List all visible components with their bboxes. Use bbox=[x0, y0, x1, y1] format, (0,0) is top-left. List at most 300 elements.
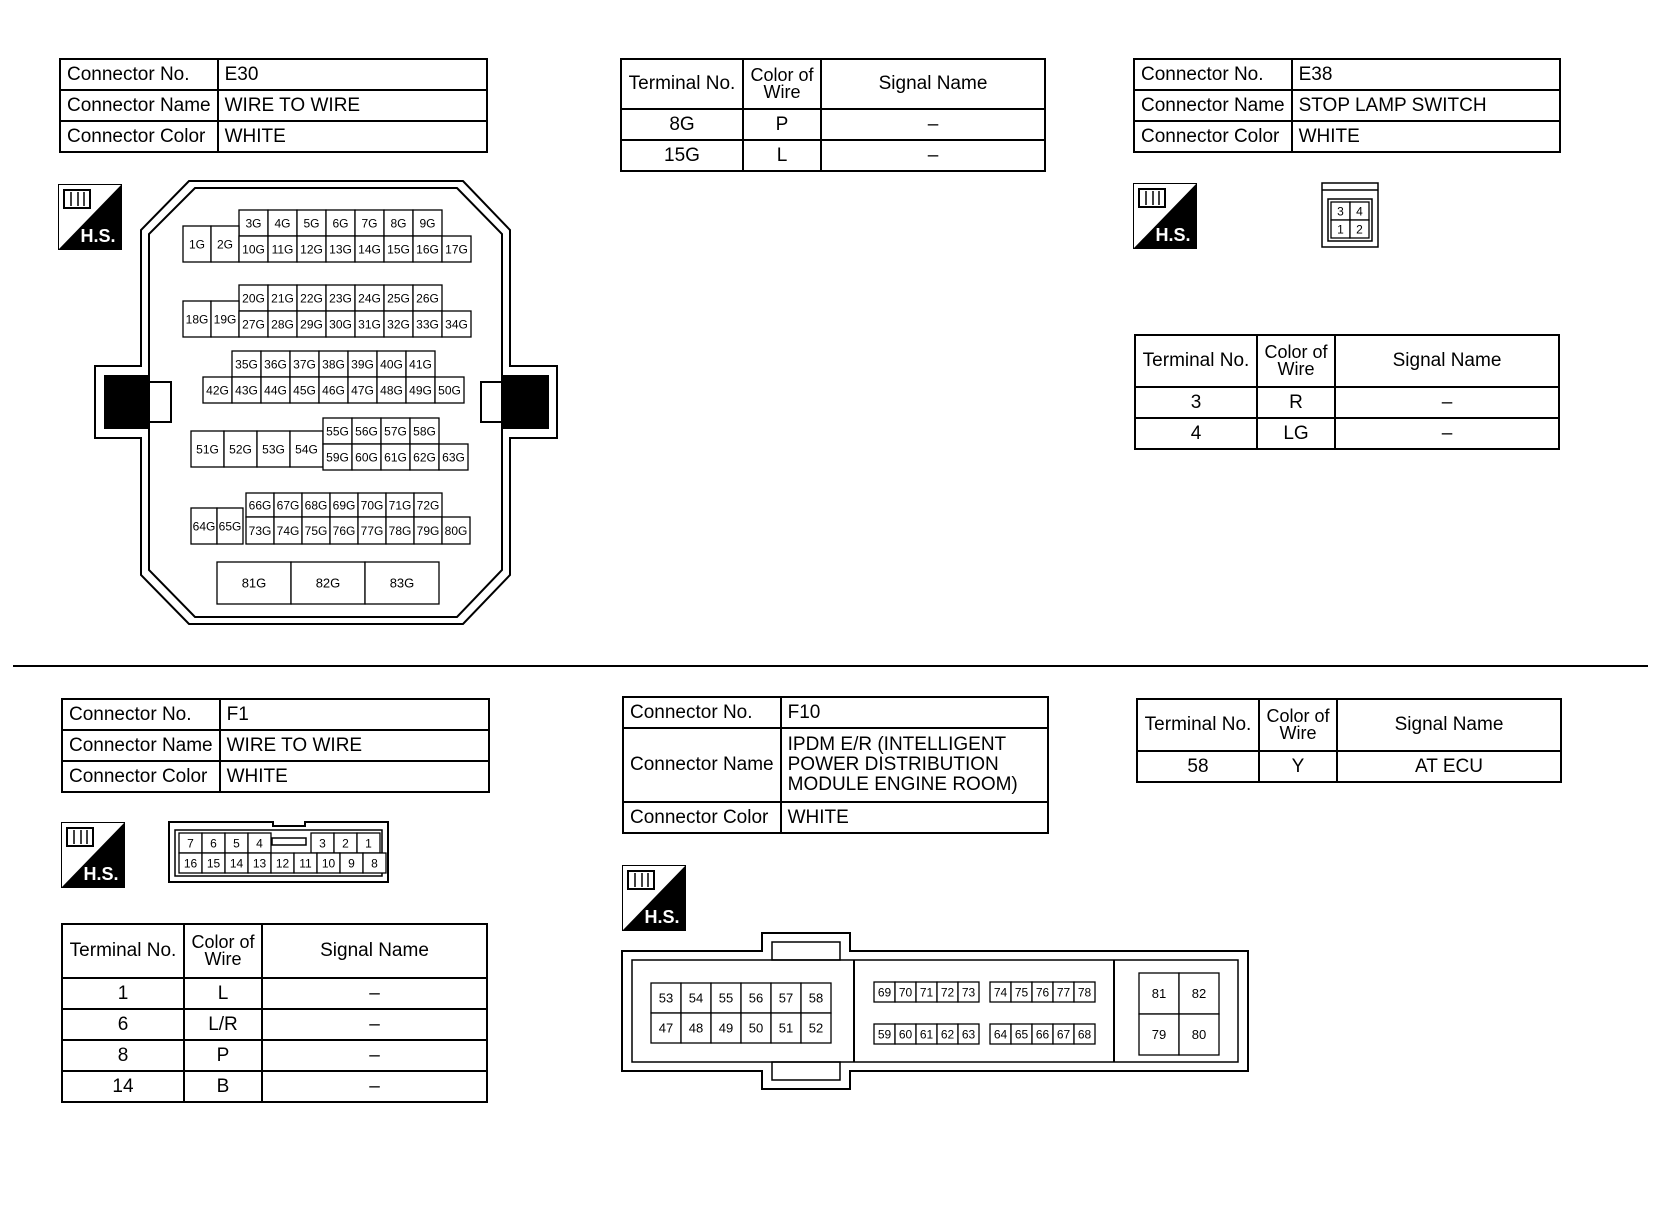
wire-color-cell: L/R bbox=[184, 1009, 262, 1040]
terminal-label: 59G bbox=[326, 450, 349, 465]
terminal-cell bbox=[895, 1024, 916, 1044]
terminal-cell bbox=[311, 833, 334, 853]
terminal-label: 9G bbox=[419, 216, 436, 231]
terminal-cell bbox=[290, 431, 323, 467]
connector-name-value: WIRE TO WIRE bbox=[218, 90, 487, 121]
signal-cell: – bbox=[262, 1009, 487, 1040]
terminal-label: 2G bbox=[216, 237, 234, 252]
signal-cell: – bbox=[821, 140, 1045, 171]
wire-color-cell: B bbox=[184, 1071, 262, 1102]
terminal-cell: 8G bbox=[621, 109, 743, 140]
terminal-cell bbox=[1331, 220, 1350, 238]
terminal-label: 4 bbox=[1356, 204, 1363, 219]
hs-label: H.S. bbox=[80, 226, 116, 246]
terminal-label: 48G bbox=[380, 383, 403, 398]
terminal-cell bbox=[232, 377, 261, 403]
terminal-cell bbox=[895, 982, 916, 1002]
terminal-label: 72G bbox=[416, 498, 440, 513]
terminal-label: 1G bbox=[188, 237, 206, 252]
terminal-label: 69G bbox=[332, 498, 356, 513]
terminal-cell bbox=[294, 853, 317, 873]
terminal-label: 41G bbox=[409, 357, 432, 372]
terminal-cell bbox=[352, 418, 381, 444]
wire-color-cell: R bbox=[1257, 387, 1335, 418]
terminal-label: 18G bbox=[185, 312, 209, 327]
terminal-cell bbox=[413, 236, 442, 262]
terminal-cell bbox=[302, 517, 330, 544]
terminal-cell bbox=[958, 982, 979, 1002]
terminal-cell bbox=[297, 285, 326, 311]
connector-no-value: E30 bbox=[218, 59, 487, 90]
hs-label: H.S. bbox=[83, 864, 119, 884]
terminal-label: 59 bbox=[877, 1027, 892, 1042]
terminal-cell bbox=[183, 301, 211, 337]
terminal-cell: 6 bbox=[62, 1009, 184, 1040]
terminal-cell bbox=[357, 833, 380, 853]
terminal-cell bbox=[741, 1013, 771, 1043]
terminal-label: 78G bbox=[388, 523, 412, 538]
terminal-label: 75G bbox=[304, 523, 328, 538]
terminal-cell bbox=[239, 210, 268, 236]
terminal-cell bbox=[326, 285, 355, 311]
terminal-cell bbox=[406, 351, 435, 377]
terminal-label: 78 bbox=[1077, 985, 1092, 1000]
terminal-label: 65 bbox=[1014, 1027, 1029, 1042]
terminal-cell bbox=[202, 853, 225, 873]
terminal-label: 74 bbox=[993, 985, 1008, 1000]
color-of-label: Color of bbox=[1266, 705, 1330, 726]
terminal-label: 20G bbox=[242, 291, 265, 306]
terminal-cell bbox=[1011, 1024, 1032, 1044]
signal-cell: AT ECU bbox=[1337, 751, 1561, 782]
terminal-cell bbox=[211, 301, 239, 337]
terminal-cell bbox=[352, 444, 381, 470]
connector-name-value: STOP LAMP SWITCH bbox=[1292, 90, 1560, 121]
wire-color-cell: L bbox=[184, 978, 262, 1009]
terminal-label: 25G bbox=[387, 291, 410, 306]
terminal-label: 36G bbox=[264, 357, 287, 372]
terminal-cell bbox=[410, 418, 439, 444]
terminal-label: 3 bbox=[319, 836, 326, 851]
terminal-cell bbox=[381, 418, 410, 444]
terminal-cell bbox=[414, 493, 442, 517]
terminal-cell bbox=[381, 444, 410, 470]
terminal-cell bbox=[224, 431, 257, 467]
name-line: IPDM E/R (INTELLIGENT bbox=[787, 734, 1007, 756]
terminal-label: 60G bbox=[355, 450, 378, 465]
signal-cell: – bbox=[1335, 387, 1559, 418]
terminal-cell bbox=[319, 351, 348, 377]
terminal-label: 40G bbox=[380, 357, 403, 372]
terminal-label: 75 bbox=[1014, 985, 1029, 1000]
terminal-cell: 14 bbox=[62, 1071, 184, 1102]
terminal-label: 47 bbox=[658, 1020, 674, 1036]
terminal-cell bbox=[771, 983, 801, 1013]
terminal-label: 24G bbox=[358, 291, 381, 306]
terminal-label: 49 bbox=[718, 1020, 734, 1036]
terminal-cell bbox=[348, 377, 377, 403]
terminal-label: 12G bbox=[300, 242, 323, 257]
signal-name-header: Signal Name bbox=[821, 59, 1045, 109]
color-of-label: Color of bbox=[750, 64, 814, 85]
wire-color-cell: L bbox=[743, 140, 821, 171]
terminal-label: 71 bbox=[919, 985, 934, 1000]
hs-label: H.S. bbox=[644, 907, 680, 927]
terminal-no-header: Terminal No. bbox=[62, 924, 184, 978]
terminal-cell bbox=[297, 210, 326, 236]
terminal-cell bbox=[406, 377, 435, 403]
terminal-cell bbox=[874, 1024, 895, 1044]
terminal-label: 44G bbox=[264, 383, 287, 398]
terminal-cell bbox=[297, 311, 326, 337]
terminal-cell bbox=[232, 351, 261, 377]
name-line: POWER DISTRIBUTION bbox=[787, 754, 999, 776]
signal-cell: – bbox=[1335, 418, 1559, 449]
terminal-label: 77G bbox=[360, 523, 384, 538]
terminal-cell bbox=[248, 853, 271, 873]
signal-name-header: Signal Name bbox=[1337, 699, 1561, 751]
terminal-label: 45G bbox=[293, 383, 316, 398]
terminal-label: 82G bbox=[315, 575, 341, 591]
terminal-cell bbox=[326, 210, 355, 236]
terminal-label: 33G bbox=[416, 317, 439, 332]
terminal-cell bbox=[1074, 1024, 1095, 1044]
terminal-cell: 3 bbox=[1135, 387, 1257, 418]
terminal-label: 79G bbox=[416, 523, 440, 538]
wire-label: Wire bbox=[763, 82, 801, 102]
terminal-cell bbox=[274, 517, 302, 544]
terminal-cell bbox=[681, 1013, 711, 1043]
terminal-label: 8 bbox=[371, 856, 378, 871]
terminal-label: 74G bbox=[276, 523, 300, 538]
connector-no-label: Connector No. bbox=[623, 697, 781, 728]
terminal-cell bbox=[651, 983, 681, 1013]
connector-color-label: Connector Color bbox=[62, 761, 220, 792]
connector-name-value: WIRE TO WIRE bbox=[220, 730, 489, 761]
color-of-label: Color of bbox=[191, 931, 255, 952]
terminal-cell bbox=[413, 311, 442, 337]
terminal-label: 15G bbox=[387, 242, 410, 257]
terminal-label: 52G bbox=[229, 442, 252, 457]
signal-cell: – bbox=[821, 109, 1045, 140]
terminal-cell bbox=[239, 285, 268, 311]
terminal-cell bbox=[651, 1013, 681, 1043]
terminal-cell bbox=[916, 1024, 937, 1044]
terminal-label: 47G bbox=[351, 383, 374, 398]
terminal-label: 58 bbox=[808, 990, 824, 1006]
terminal-cell bbox=[1179, 973, 1219, 1014]
terminal-no-header: Terminal No. bbox=[1137, 699, 1259, 751]
terminal-label: 1 bbox=[365, 836, 372, 851]
terminal-cell bbox=[384, 210, 413, 236]
terminal-label: 1 bbox=[1337, 222, 1344, 237]
terminal-cell bbox=[711, 1013, 741, 1043]
terminal-label: 19G bbox=[213, 312, 237, 327]
wire-label: Wire bbox=[204, 949, 242, 969]
terminal-label: 50 bbox=[748, 1020, 764, 1036]
terminal-cell bbox=[386, 493, 414, 517]
terminal-label: 17G bbox=[445, 242, 468, 257]
terminal-cell bbox=[239, 311, 268, 337]
connector-color-value: WHITE bbox=[220, 761, 489, 792]
terminal-label: 52 bbox=[808, 1020, 824, 1036]
terminal-cell bbox=[211, 226, 239, 262]
terminal-cell bbox=[290, 351, 319, 377]
terminal-label: 4G bbox=[274, 216, 291, 231]
terminal-cell bbox=[1074, 982, 1095, 1002]
terminal-label: 58G bbox=[413, 424, 436, 439]
terminal-label: 64 bbox=[993, 1027, 1008, 1042]
terminal-cell bbox=[246, 493, 274, 517]
terminal-label: 14G bbox=[358, 242, 381, 257]
terminal-cell bbox=[179, 833, 202, 853]
wire-color-cell: LG bbox=[1257, 418, 1335, 449]
connector-color-value: WHITE bbox=[781, 802, 1048, 833]
terminal-label: 22G bbox=[300, 291, 323, 306]
terminal-cell bbox=[248, 833, 271, 853]
terminal-cell bbox=[365, 562, 439, 604]
color-of-label: Color of bbox=[1264, 341, 1328, 362]
terminal-cell bbox=[1350, 202, 1369, 220]
terminal-cell bbox=[413, 210, 442, 236]
terminal-cell bbox=[1139, 1014, 1179, 1055]
terminal-cell bbox=[317, 853, 340, 873]
terminal-label: 83G bbox=[389, 575, 415, 591]
terminal-label: 70 bbox=[898, 985, 913, 1000]
terminal-label: 49G bbox=[409, 383, 432, 398]
terminal-label: 46G bbox=[322, 383, 345, 398]
signal-name-header: Signal Name bbox=[1335, 335, 1559, 387]
terminal-cell bbox=[355, 236, 384, 262]
terminal-cell bbox=[435, 377, 464, 403]
terminal-label: 3 bbox=[1337, 204, 1344, 219]
terminal-cell bbox=[358, 493, 386, 517]
terminal-cell: 15G bbox=[621, 140, 743, 171]
terminal-cell bbox=[203, 377, 232, 403]
terminal-cell bbox=[801, 1013, 831, 1043]
terminal-cell bbox=[274, 493, 302, 517]
terminal-label: 16G bbox=[416, 242, 439, 257]
wire-color-cell: Y bbox=[1259, 751, 1337, 782]
terminal-cell bbox=[410, 444, 439, 470]
terminal-cell bbox=[323, 444, 352, 470]
terminal-label: 13G bbox=[329, 242, 352, 257]
terminal-cell: 4 bbox=[1135, 418, 1257, 449]
terminal-label: 73 bbox=[961, 985, 976, 1000]
terminal-cell bbox=[384, 285, 413, 311]
connector-name-label: Connector Name bbox=[1134, 90, 1292, 121]
terminal-cell bbox=[937, 1024, 958, 1044]
terminal-cell bbox=[384, 311, 413, 337]
terminal-cell bbox=[990, 1024, 1011, 1044]
terminal-label: 13 bbox=[252, 856, 267, 871]
terminal-label: 5G bbox=[303, 216, 320, 231]
terminal-label: 80G bbox=[444, 523, 468, 538]
terminal-label: 9 bbox=[348, 856, 355, 871]
wire-color-cell: P bbox=[743, 109, 821, 140]
terminal-label: 43G bbox=[235, 383, 258, 398]
terminal-label: 31G bbox=[358, 317, 381, 332]
terminal-label: 23G bbox=[329, 291, 352, 306]
terminal-cell bbox=[711, 983, 741, 1013]
terminal-label: 37G bbox=[293, 357, 316, 372]
terminal-label: 79 bbox=[1151, 1027, 1167, 1043]
terminal-cell bbox=[202, 833, 225, 853]
terminal-cell bbox=[268, 311, 297, 337]
terminal-cell bbox=[217, 508, 243, 544]
terminal-label: 61G bbox=[384, 450, 407, 465]
terminal-label: 54G bbox=[295, 442, 318, 457]
terminal-cell bbox=[355, 285, 384, 311]
terminal-label: 72 bbox=[940, 985, 955, 1000]
terminal-label: 39G bbox=[351, 357, 374, 372]
terminal-cell bbox=[291, 562, 365, 604]
terminal-label: 54 bbox=[688, 990, 704, 1006]
terminal-label: 14 bbox=[229, 856, 244, 871]
terminal-cell bbox=[334, 833, 357, 853]
terminal-cell bbox=[1032, 982, 1053, 1002]
terminal-label: 67 bbox=[1056, 1027, 1071, 1042]
terminal-cell bbox=[1053, 982, 1074, 1002]
terminal-label: 32G bbox=[387, 317, 410, 332]
terminal-label: 77 bbox=[1056, 985, 1071, 1000]
terminal-cell bbox=[990, 982, 1011, 1002]
terminal-label: 73G bbox=[248, 523, 272, 538]
terminal-cell bbox=[319, 377, 348, 403]
terminal-label: 76G bbox=[332, 523, 356, 538]
terminal-cell bbox=[874, 982, 895, 1002]
terminal-cell bbox=[246, 517, 274, 544]
terminal-cell bbox=[1011, 982, 1032, 1002]
connector-no-value: E38 bbox=[1292, 59, 1560, 90]
signal-name-header: Signal Name bbox=[262, 924, 487, 978]
terminal-label: 56 bbox=[748, 990, 764, 1006]
terminal-cell bbox=[414, 517, 442, 544]
wire-label: Wire bbox=[1279, 723, 1317, 743]
terminal-label: 57 bbox=[778, 990, 794, 1006]
name-line: MODULE ENGINE ROOM) bbox=[787, 773, 1018, 795]
wire-label: Wire bbox=[1277, 359, 1315, 379]
terminal-cell bbox=[257, 431, 290, 467]
terminal-label: 80 bbox=[1191, 1027, 1207, 1043]
terminal-label: 64G bbox=[192, 519, 216, 534]
terminal-label: 51 bbox=[778, 1020, 794, 1036]
terminal-label: 62G bbox=[413, 450, 436, 465]
terminal-label: 69 bbox=[877, 985, 892, 1000]
terminal-cell bbox=[439, 444, 468, 470]
terminal-cell bbox=[442, 517, 470, 544]
connector-name-label: Connector Name bbox=[62, 730, 220, 761]
terminal-label: 27G bbox=[242, 317, 265, 332]
terminal-cell: 58 bbox=[1137, 751, 1259, 782]
terminal-label: 8G bbox=[390, 216, 407, 231]
signal-cell: – bbox=[262, 1071, 487, 1102]
terminal-label: 61 bbox=[919, 1027, 934, 1042]
terminal-label: 26G bbox=[416, 291, 439, 306]
terminal-cell bbox=[326, 311, 355, 337]
terminal-cell bbox=[179, 853, 202, 873]
terminal-cell bbox=[297, 236, 326, 262]
terminal-cell bbox=[261, 351, 290, 377]
terminal-cell bbox=[183, 226, 211, 262]
terminal-cell bbox=[1032, 1024, 1053, 1044]
terminal-cell bbox=[302, 493, 330, 517]
terminal-label: 70G bbox=[360, 498, 384, 513]
terminal-label: 71G bbox=[388, 498, 412, 513]
signal-cell: – bbox=[262, 978, 487, 1009]
terminal-label: 30G bbox=[329, 317, 352, 332]
terminal-label: 2 bbox=[342, 836, 349, 851]
terminal-label: 55G bbox=[326, 424, 349, 439]
terminal-cell bbox=[916, 982, 937, 1002]
terminal-label: 50G bbox=[438, 383, 461, 398]
terminal-label: 81G bbox=[241, 575, 267, 591]
terminal-label: 10G bbox=[242, 242, 265, 257]
terminal-cell bbox=[290, 377, 319, 403]
terminal-label: 65G bbox=[218, 519, 242, 534]
terminal-cell bbox=[681, 983, 711, 1013]
terminal-cell bbox=[340, 853, 363, 873]
terminal-cell bbox=[1350, 220, 1369, 238]
terminal-label: 68G bbox=[304, 498, 328, 513]
terminal-cell bbox=[377, 377, 406, 403]
connector-no-label: Connector No. bbox=[60, 59, 218, 90]
terminal-label: 48 bbox=[688, 1020, 704, 1036]
terminal-label: 62 bbox=[940, 1027, 955, 1042]
terminal-cell bbox=[358, 517, 386, 544]
terminal-label: 82 bbox=[1191, 986, 1207, 1002]
connector-no-value: F1 bbox=[220, 699, 489, 730]
terminal-cell: 1 bbox=[62, 978, 184, 1009]
connector-name-label: Connector Name bbox=[60, 90, 218, 121]
terminal-label: 60 bbox=[898, 1027, 913, 1042]
terminal-label: 3G bbox=[245, 216, 262, 231]
terminal-label: 81 bbox=[1151, 986, 1167, 1002]
terminal-label: 16 bbox=[183, 856, 198, 871]
terminal-cell bbox=[268, 285, 297, 311]
terminal-label: 42G bbox=[206, 383, 229, 398]
terminal-cell bbox=[268, 236, 297, 262]
terminal-label: 68 bbox=[1077, 1027, 1092, 1042]
connector-color-label: Connector Color bbox=[60, 121, 218, 152]
terminal-cell bbox=[326, 236, 355, 262]
terminal-cell bbox=[355, 311, 384, 337]
hs-label: H.S. bbox=[1155, 225, 1191, 245]
terminal-cell bbox=[225, 833, 248, 853]
terminal-label: 53G bbox=[262, 442, 285, 457]
connector-no-label: Connector No. bbox=[62, 699, 220, 730]
terminal-cell bbox=[330, 493, 358, 517]
terminal-cell bbox=[330, 517, 358, 544]
terminal-cell bbox=[348, 351, 377, 377]
terminal-label: 28G bbox=[271, 317, 294, 332]
terminal-label: 15 bbox=[206, 856, 221, 871]
terminal-label: 35G bbox=[235, 357, 258, 372]
terminal-label: 34G bbox=[445, 317, 468, 332]
terminal-cell bbox=[386, 517, 414, 544]
terminal-cell bbox=[268, 210, 297, 236]
terminal-label: 7 bbox=[187, 836, 194, 851]
terminal-cell bbox=[741, 983, 771, 1013]
terminal-label: 51G bbox=[196, 442, 219, 457]
terminal-label: 38G bbox=[322, 357, 345, 372]
terminal-label: 67G bbox=[276, 498, 300, 513]
terminal-label: 55 bbox=[718, 990, 734, 1006]
connector-color-label: Connector Color bbox=[623, 802, 781, 833]
terminal-cell bbox=[377, 351, 406, 377]
terminal-cell bbox=[363, 853, 386, 873]
terminal-cell bbox=[1139, 973, 1179, 1014]
